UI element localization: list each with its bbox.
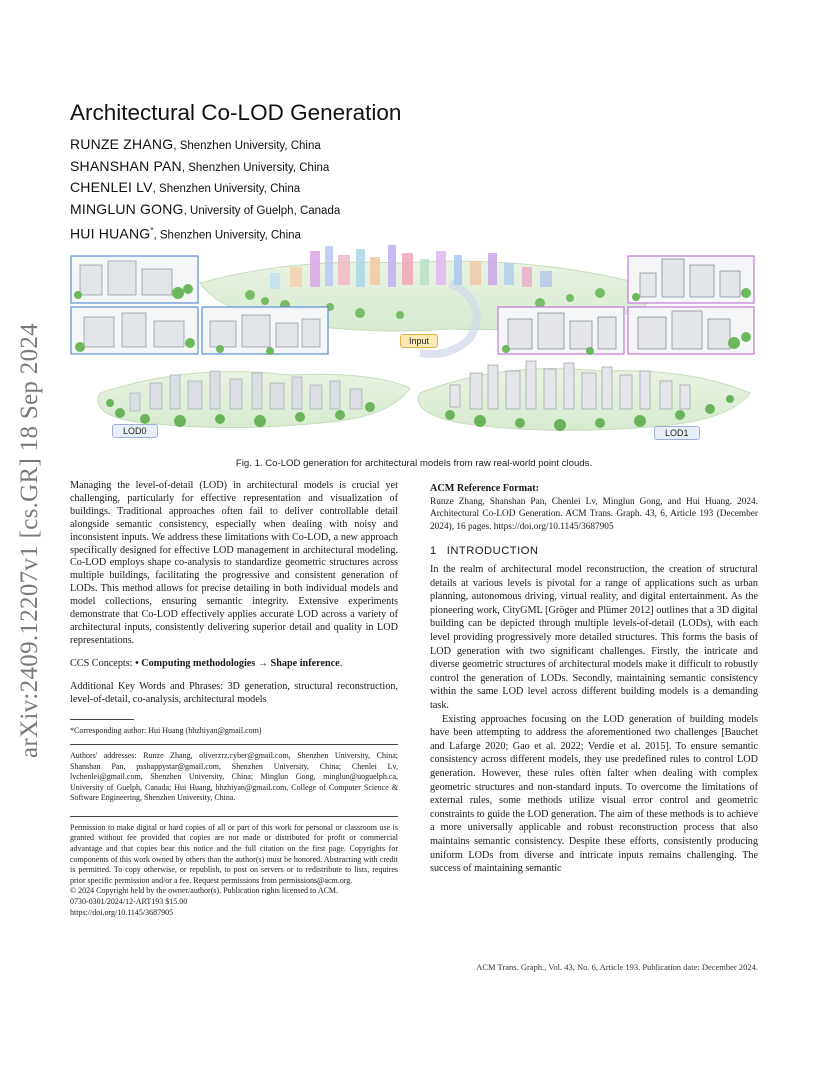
section-heading [430, 545, 758, 558]
divider [70, 816, 398, 817]
author-addresses: Authors' addresses: Runze Zhang, oliverzrz.cyber@gmail.com, Shenzhen University, China; Shanshan Pan, psshappystar@gmail.com, Shenzhen University, China; Chenlei Lv, lvchenlei@gmail.com, Shenzhen University, China; Minglun Gong, minglun@uoguelph.ca, University of Guelph, Canada; Hui Huang, hhzhiyan@gmail.com, College of Computer Science & Software Engineering, Shenzhen University, China. [70, 750, 398, 803]
copyright: © 2024 Copyright held by the owner/author(s). Publication rights licensed to ACM. [70, 886, 339, 896]
author-affiliation: , Shenzhen University, China [153, 229, 301, 242]
author-affiliation: , University of Guelph, Canada [183, 204, 341, 217]
acm-reference-heading: ACM Reference Format: [430, 483, 539, 494]
author-name: SHANSHAN PAN [70, 157, 182, 174]
author-name: CHENLEI LV [70, 179, 153, 196]
ccs-prefix: CCS Concepts: [70, 657, 136, 669]
intro-paragraph-1: In the realm of architectural model reconstruction, the creation of structural details at various levels is pivotal for a range of applications such as urban planning, autonomous driving, virtual reality, and digital entertainment. As the pioneering work, CityGML [Gröger and Plümer 2012] outlines that a 3D digital building can be depicted through multiple levels-of-detail (LODs), with each level providing progressively more detailed structures. This forms the basis of LOD generation with two significant challenges. Firstly, the intricate and diverse geometric structures of architectural models make it difficult to robustly control the generation of LODs. Secondly, maintaining semantic consistency within the same LOD level across different building models is a demanding task. [430, 564, 758, 711]
abstract: Managing the level-of-detail (LOD) in architectural models is crucial yet challenging, particularly for effective representation and visualization of buildings. Traditional approaches often fail to deliver controllable detail alongside semantic consistency, especially when dealing with noisy and inconsistent inputs. We address these limitations with Co-LOD, a new approach specifically designed for effective LOD management in architectural modeling. Co-LOD employs shape co-analysis to standardize geometric structures across multiple buildings, facilitating the progressive and consistent generation of LODs. This method allows for precise detailing in both individual models and model collections, ensuring semantic integrity. Extensive experiments demonstrate that Co-LOD effectively applies accurate LOD across a variety of architectural inputs, consistently delivering superior detail and quality in LOD representations. [70, 480, 398, 646]
left-column [70, 480, 398, 918]
lod0-label: LOD0 [112, 424, 158, 438]
author-affiliation: , Shenzhen University, China [173, 140, 321, 152]
footnote-rule [70, 719, 134, 720]
acm-reference: Runze Zhang, Shanshan Pan, Chenlei Lv, Minglun Gong, and Hui Huang. 2024. Architectural Co-LOD Generation. ACM Trans. Graph. 43, 6, Article 193 (December 2024), 16 pages. https://doi.org/10.1145/3687905 [430, 496, 758, 532]
author [70, 135, 340, 157]
permission-notice: Permission to make digital or hard copies of all or part of this work for personal or classroom use is granted without fee provided that copies are not made or distributed for profit or commercial advantage and that copies bear this notice and the full citation on the first page. Copyrights for components of this work owned by others than the author(s) must be honored. Abstracting with credit is permitted. To copy otherwise, or republish, to post on servers or to redistribute to lists, requires prior specific permission and/or a fee. Request permissions from permissions@acm.org. [70, 822, 398, 885]
section-number: 1 [430, 545, 437, 558]
figure-caption: Fig. 1. Co-LOD generation for architectural models from raw real-world point clouds. [235, 458, 593, 469]
author-name: RUNZE ZHANG [70, 136, 174, 152]
section-title: INTRODUCTION [446, 545, 539, 558]
input-label: Input [400, 334, 438, 348]
author-list [70, 135, 340, 246]
keywords: Additional Key Words and Phrases: 3D generation, structural reconstruction, level-of-detail, co-analysis, architectural models [70, 680, 398, 705]
paper-title: Architectural Co-LOD Generation [70, 100, 402, 125]
author-affiliation: , Shenzhen University, China [152, 183, 301, 196]
author [70, 200, 340, 222]
lod1-label: LOD1 [654, 426, 700, 440]
ccs-term: • Computing methodologies → Shape inference [135, 657, 340, 669]
divider [70, 744, 398, 745]
doi-link[interactable]: https://doi.org/10.1145/3687905 [70, 907, 174, 917]
author-name: MINGLUN GONG [70, 200, 184, 217]
issn-price: 0730-0301/2024/12-ART193 $15.00 [70, 897, 188, 907]
intro-paragraph-2: Existing approaches focusing on the LOD generation of building models have been attempting to address the aforementioned two challenges [Bauchet and Lafarge 2020; Gao et al. 2022; Verdie et al. 2015]. To ensure semantic consistency across different models, they use predefined rules to control LOD generation. However, these rules often falter when dealing with complex geometric structures and non-standard inputs. To overcome the limitations of external rules, some methods utilize visual error control and geometric constraints to guide the LOD generation. The aim of these methods is to achieve a more universally applicable and robust reconstruction process that also maintains semantic consistency. Despite these efforts, consistently producing uniform LODs from diverse and intricate inputs remains challenging. The success of maintaining semantic [430, 713, 758, 875]
author-affiliation: , Shenzhen University, China [181, 161, 330, 174]
corresponding-mark: * [150, 226, 154, 236]
author [70, 157, 340, 179]
ccs-concepts [70, 658, 398, 671]
corresponding-footnote: *Corresponding author: Hui Huang (hhzhiyan@gmail.com) [70, 725, 262, 735]
teaser-figure [70, 243, 758, 445]
author-name: HUI HUANG [70, 225, 151, 242]
right-column [430, 480, 758, 876]
arxiv-stamp: arXiv:2409.12207v1 [cs.GR] 18 Sep 2024 [16, 323, 43, 758]
ccs-suffix: . [339, 657, 343, 669]
page-footer: ACM Trans. Graph., Vol. 43, No. 6, Article 193. Publication date: December 2024. [476, 962, 758, 972]
author [70, 178, 340, 200]
